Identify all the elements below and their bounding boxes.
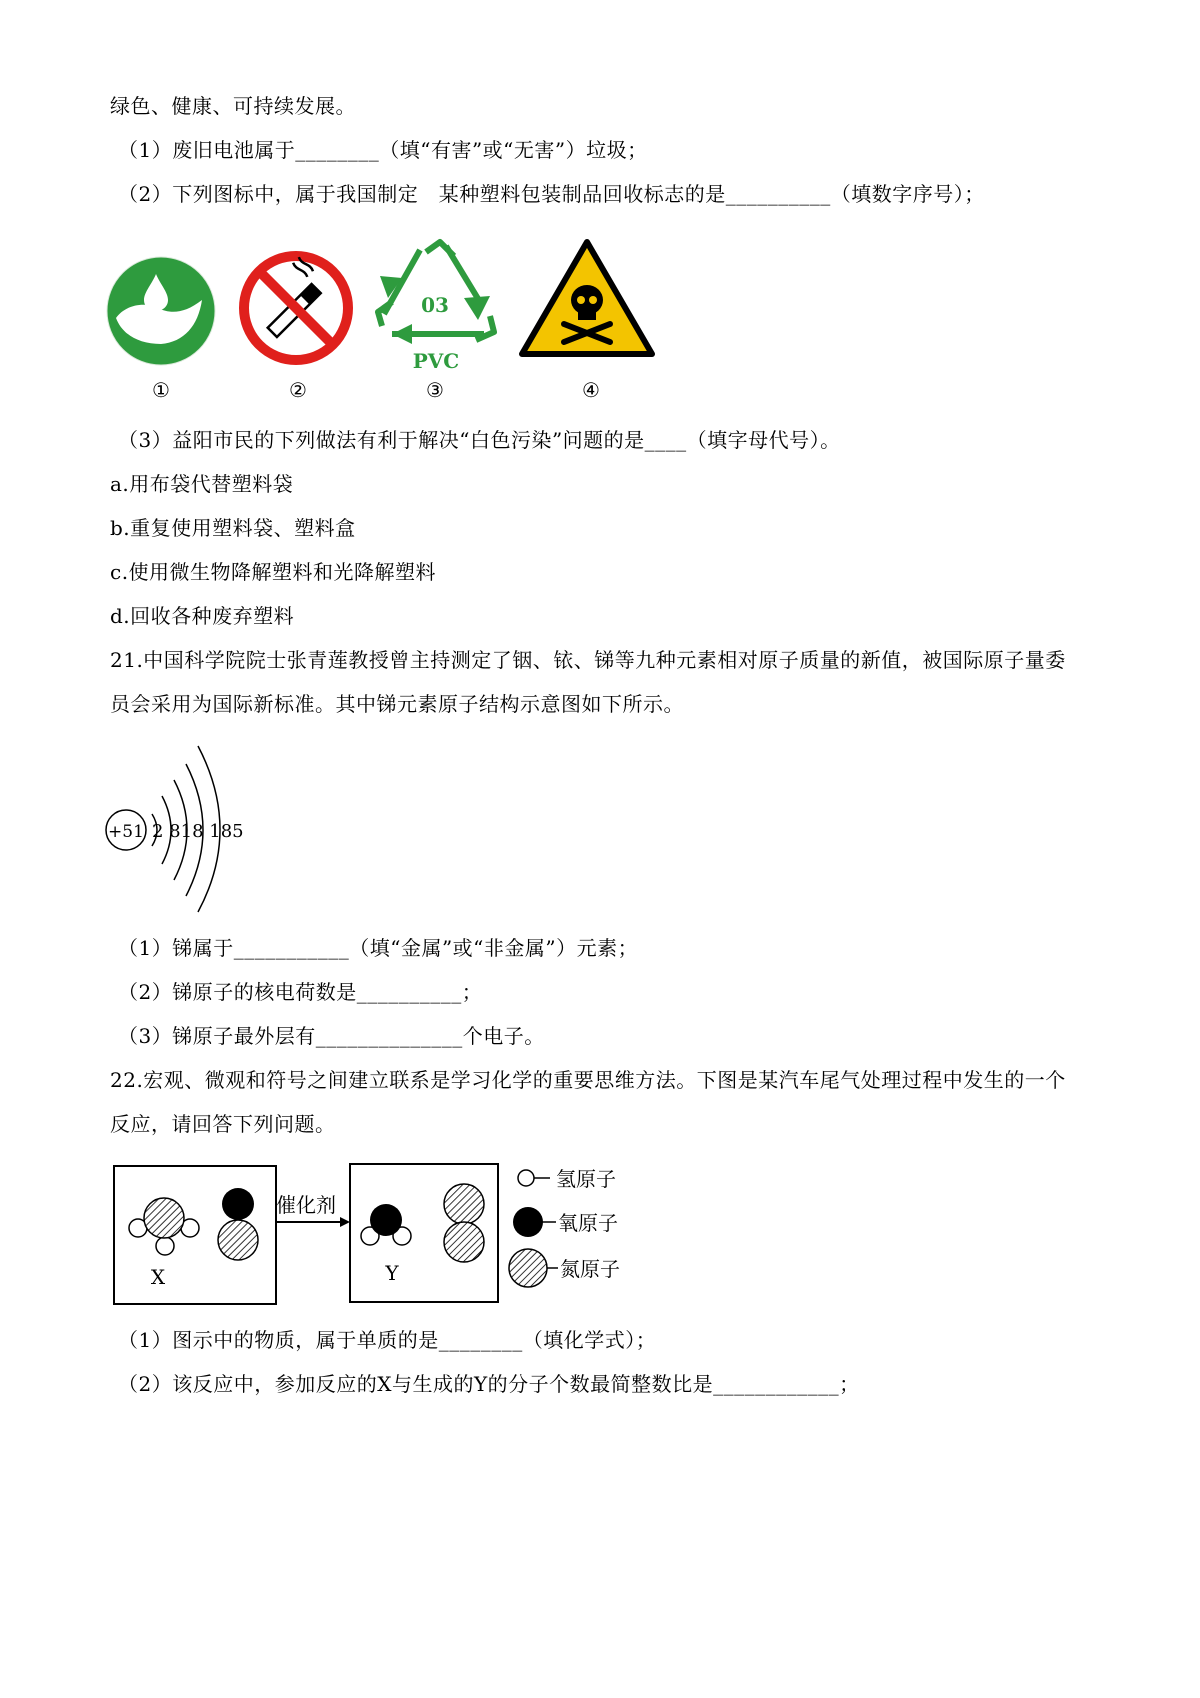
question-20-2: （2）下列图标中，属于我国制定 某种塑料包装制品回收标志的是__________（填数字序号）； — [118, 182, 985, 206]
question-21-stem-cont: 员会采用为国际新标准。其中锑元素原子结构示意图如下所示。 — [110, 692, 684, 716]
water-molecule — [361, 1204, 411, 1245]
option-b: b.重复使用塑料袋、塑料盒 — [110, 516, 356, 540]
x-label: X — [150, 1265, 166, 1289]
question-21-stem: 21.中国科学院院士张青莲教授曾主持测定了铟、铱、锑等九种元素相对原子质量的新值，被国际原子量委 — [110, 648, 1066, 672]
question-22-stem-cont: 反应，请回答下列问题。 — [110, 1112, 336, 1136]
icon-label-1: ① — [152, 378, 170, 402]
y-label: Y — [385, 1261, 399, 1285]
reaction-diagram — [110, 1162, 650, 1312]
question-22-2: （2）该反应中，参加反应的X与生成的Y的分子个数最简整数比是____________； — [118, 1372, 860, 1396]
recycle-text: PVC — [412, 349, 460, 373]
text-line-sustainable: 绿色、健康、可持续发展。 — [110, 94, 356, 118]
icon-recycle-pvc — [372, 236, 500, 374]
nitric-oxide-molecule — [218, 1188, 258, 1260]
ammonia-molecule — [129, 1198, 199, 1255]
question-20-3: （3）益阳市民的下列做法有利于解决“白色污染”问题的是____（填字母代号）。 — [118, 428, 841, 452]
question-21-3: （3）锑原子最外层有______________个电子。 — [118, 1024, 545, 1048]
nucleus-charge: +51 — [108, 822, 144, 842]
nitrogen-molecule — [444, 1184, 484, 1262]
option-d: d.回收各种废弃塑料 — [110, 604, 295, 628]
legend-nitrogen — [509, 1249, 620, 1287]
icon-label-2: ② — [289, 378, 307, 402]
option-c: c.使用微生物降解塑料和光降解塑料 — [110, 560, 437, 584]
question-20-1: （1）废旧电池属于________（填“有害”或“无害”）垃圾； — [118, 138, 648, 162]
legend-oxygen — [513, 1207, 618, 1237]
option-a: a.用布袋代替塑料袋 — [110, 472, 294, 496]
recycle-number: 03 — [421, 293, 449, 317]
icon-no-smoking — [238, 250, 354, 366]
catalyst-label: 催化剂 — [276, 1193, 336, 1217]
question-22-1: （1）图示中的物质，属于单质的是________（填化学式）； — [118, 1328, 657, 1352]
legend-oxygen-label: 氧原子 — [558, 1211, 618, 1235]
question-21-1: （1）锑属于___________（填“金属”或“非金属”）元素； — [118, 936, 639, 960]
antimony-atom-diagram — [100, 740, 250, 920]
electron-shells: 2 818 185 — [152, 821, 244, 842]
icon-toxic-warning — [518, 238, 656, 360]
icon-label-3: ③ — [426, 378, 444, 402]
question-21-2: （2）锑原子的核电荷数是__________； — [118, 980, 483, 1004]
icon-water-saving — [106, 256, 216, 366]
legend-nitrogen-label: 氮原子 — [560, 1257, 620, 1281]
legend-hydrogen-label: 氢原子 — [556, 1167, 616, 1191]
legend-hydrogen — [518, 1167, 616, 1191]
icon-label-4: ④ — [582, 378, 600, 402]
question-22-stem: 22.宏观、微观和符号之间建立联系是学习化学的重要思维方法。下图是某汽车尾气处理过程中发生的一个 — [110, 1068, 1066, 1092]
